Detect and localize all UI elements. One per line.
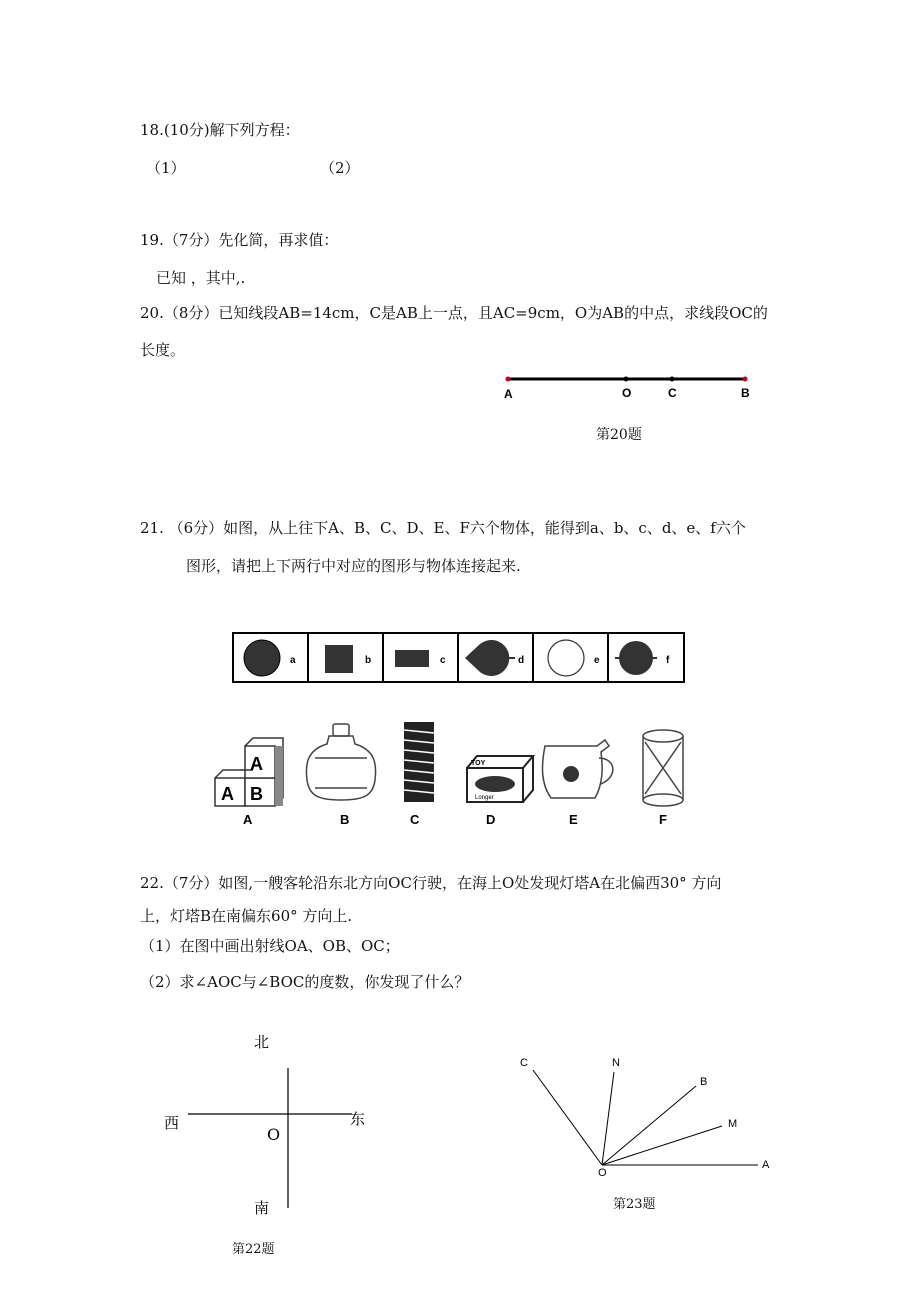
ray-b-label: B [700,1076,708,1088]
north-label: 北 [254,1033,270,1051]
shape-f-label: f [666,655,670,666]
box-text-toy: TOY [471,760,486,767]
q20-caption: 第20题 [596,427,642,443]
shape-d-label: d [518,655,525,666]
point-c-dot [670,377,675,382]
shape-e-label: e [594,655,600,666]
q18-part1: （1） [146,159,186,177]
ray-n-label: N [612,1057,620,1069]
shape-c-label: c [440,655,446,666]
object-c-spring [404,722,434,802]
q22-line2: 上，灯塔B在南偏东60° 方向上. [140,907,353,925]
object-f-label: F [659,812,667,827]
box-text-longer: Longer [475,795,494,801]
object-e-label: E [569,812,578,827]
object-e-mug [543,740,613,798]
shape-f-circle-handles [619,641,653,675]
object-b-label: B [340,812,350,827]
point-c-label: C [668,386,677,400]
east-label: 东 [350,1110,366,1128]
object-b-jug [306,724,375,800]
ray-on [602,1072,614,1165]
q18-title: 18.(10分)解下列方程： [140,121,300,139]
q21-line1: 21. （6分）如图，从上往下A、B、C、D、E、F六个物体，能得到a、b、c、d、e、f六个 [140,519,746,537]
q20-segment-figure [500,370,760,410]
shape-a-filled-circle [244,640,280,676]
object-f-drum [643,730,683,806]
q21-shapes-row [232,632,686,684]
point-a-label: A [504,387,513,401]
point-o-label: O [622,386,632,400]
ray-ob [602,1086,696,1165]
point-b-dot [743,377,748,382]
object-d-box [467,756,533,802]
q23-rays-figure [510,1048,790,1178]
west-label: 西 [164,1114,180,1132]
q21-line2: 图形，请把上下两行中对应的图形与物体连接起来. [186,557,521,575]
q20-line2: 长度。 [140,341,186,359]
ray-c-label: C [520,1057,528,1069]
shape-a-label: a [290,655,296,666]
origin-label: O [267,1125,281,1144]
ray-m-label: M [728,1118,738,1130]
south-label: 南 [254,1199,270,1217]
shape-b-filled-square [325,645,353,673]
shape-b-label: b [365,655,372,666]
shape-c-filled-rectangle [395,650,429,667]
q23-origin-label: O [598,1167,607,1179]
q22-caption: 第22题 [232,1242,275,1257]
object-c-label: C [410,812,420,827]
q19-line2: 已知 ，其中,. [156,269,246,287]
q23-caption: 第23题 [613,1197,656,1212]
q18-part2: （2） [320,159,360,177]
q19-title: 19.（7分）先化简，再求值： [140,231,339,249]
q22-line3: （1）在图中画出射线OA、OB、OC； [140,937,400,955]
point-a-dot [506,377,511,382]
point-o-dot [624,377,629,382]
block-letter-a2: A [250,754,263,774]
q21-objects-row [205,718,685,830]
object-d-label: D [486,812,496,827]
block-letter-b: B [250,784,263,804]
q22-compass-figure [160,1030,380,1270]
object-a-label: A [243,812,253,827]
block-letter-a1: A [221,784,234,804]
q20-line1: 20.（8分）已知线段AB=14cm，C是AB上一点，且AC=9cm，O为AB的中点，求线段OC的 [140,304,768,322]
q22-line4: （2）求∠AOC与∠BOC的度数，你发现了什么？ [140,973,470,991]
ray-a-label: A [762,1159,770,1171]
ray-om [602,1126,722,1165]
shape-e-empty-circle [548,640,584,676]
ray-oc [533,1070,602,1165]
q22-line1: 22.（7分）如图,一艘客轮沿东北方向OC行驶，在海上O处发现灯塔A在北偏西30° 方向 [140,874,722,892]
point-b-label: B [741,386,750,400]
object-a-blocks [215,738,283,806]
